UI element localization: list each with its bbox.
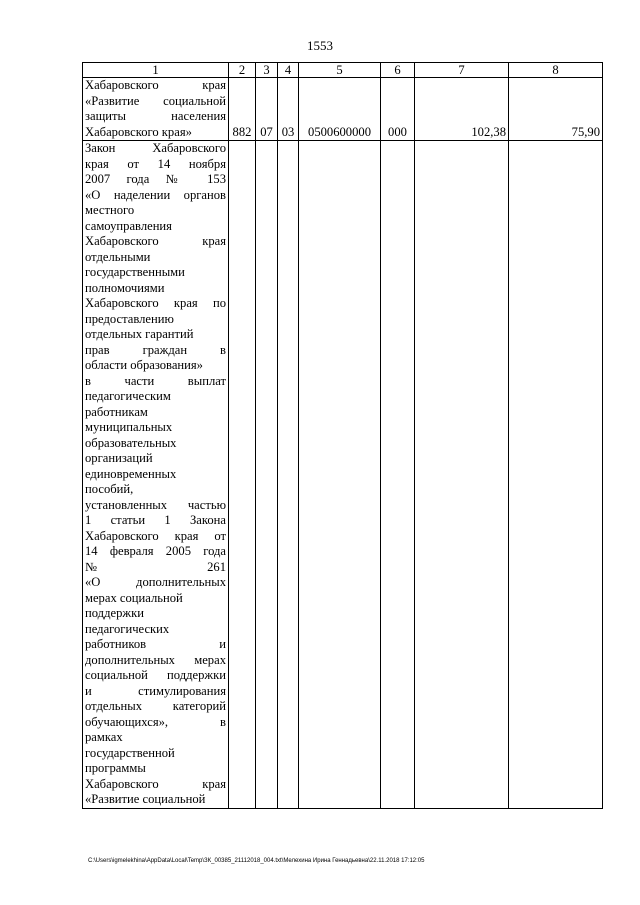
column-header: 8 [509,63,603,78]
description-line: установленных частью [85,497,226,512]
description-line: в части выплат [85,373,226,388]
description-line: работникам [85,404,148,419]
column-header: 4 [278,63,299,78]
cell-col7: 102,38 [415,78,509,141]
row-description [83,78,229,141]
description-line: отдельными [85,249,151,264]
description-line: дополнительных мерах [85,652,226,667]
description-line: прав граждан в [85,342,226,357]
budget-table [82,62,603,809]
description-line: образовательных [85,435,177,450]
cell-col7 [415,141,509,809]
description-line: «Развитие социальной [85,792,206,806]
description-line: защиты населения [85,109,226,123]
description-line: Закон Хабаровского [85,141,226,155]
description-line: самоуправления [85,218,172,233]
description-line: предоставлению [85,311,174,326]
description-line: и стимулирования [85,683,226,698]
cell-col8: 75,90 [509,78,603,141]
description-line: «О дополнительных [85,575,226,589]
column-header: 2 [229,63,256,78]
description-line: муниципальных [85,420,173,434]
cell-col2: 882 [229,78,256,141]
description-line: государственной [85,745,175,760]
description-line: государственными [85,265,185,279]
description-line: области образования» [85,358,203,372]
description-line: Хабаровского края [85,78,226,92]
description-line: края от 14 ноября [85,156,226,171]
description-line: педагогических [85,621,170,636]
column-header: 5 [299,63,381,78]
column-header: 3 [256,63,278,78]
description-line: отдельных категорий [85,699,226,713]
description-line: социальной поддержки [85,668,226,682]
description-line: рамках [85,730,123,744]
description-line: 2007 года № 153 [85,172,226,186]
description-line: 14 февраля 2005 года [85,544,226,558]
cell-col6 [381,141,415,809]
description-line: педагогическим [85,389,171,403]
description-line: Хабаровского края» [85,124,192,139]
description-line: программы [85,761,146,775]
cell-col5 [299,141,381,809]
description-line: обучающихся», в [85,714,226,729]
cell-col3 [256,141,278,809]
description-line: местного [85,203,135,217]
description-line: «О наделении органов [85,187,226,202]
table-row [83,78,603,141]
table-header-row [83,63,603,78]
description-line: № 261 [85,559,226,574]
description-line: Хабаровского края от [85,528,226,543]
description-line: единовременных [85,466,177,481]
description-line: работников и [85,637,226,651]
file-path-footer: C:\Users\igmelekhina\AppData\Local\Temp\ЗК_00385_21112018_004.txt\Мелехина Ирина Геннадьевна\22.11.2018 17:12:05 [88,858,425,864]
column-header: 1 [83,63,229,78]
table-row [83,141,603,809]
description-line: отдельных гарантий [85,327,194,341]
description-line: «Развитие социальной [85,93,226,108]
row-description [83,141,229,809]
cell-col6: 000 [381,78,415,141]
cell-col2 [229,141,256,809]
description-line: Хабаровского края [85,234,226,248]
page-number: 1553 [307,38,333,53]
cell-col4: 03 [278,78,299,141]
description-line: Хабаровского края по [85,296,226,310]
description-line: пособий, [85,482,134,496]
description-line: организаций [85,451,153,465]
description-line: 1 статьи 1 Закона [85,513,226,527]
description-line: поддержки [85,606,144,620]
description-line: Хабаровского края [85,776,226,791]
column-header: 7 [415,63,509,78]
cell-col8 [509,141,603,809]
column-header: 6 [381,63,415,78]
cell-col4 [278,141,299,809]
description-line: полномочиями [85,280,165,295]
description-line: мерах социальной [85,590,183,605]
cell-col3: 07 [256,78,278,141]
cell-col5: 0500600000 [299,78,381,141]
